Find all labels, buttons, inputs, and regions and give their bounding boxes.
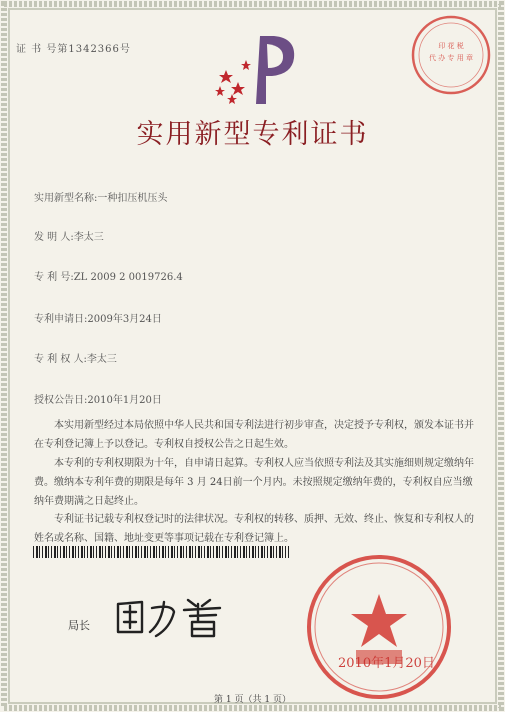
field-value: 李太三 xyxy=(73,232,104,243)
field-utility-model-name xyxy=(34,189,167,204)
paragraph-legal-status: 专利证书记载专利权登记时的法律状况。专利权的转移、质押、无效、终止、恢复和专利权人的姓名或名称、国籍、地址变更等事项记载在专利登记簿上。 xyxy=(34,514,474,544)
certificate-number: 证 书 号第1342366号 xyxy=(16,44,131,55)
barcode xyxy=(33,546,289,558)
director-signature xyxy=(112,592,232,642)
corner-seal-stamp xyxy=(408,12,494,98)
field-label: 发 明 人: xyxy=(34,232,74,243)
page-number: 第 1 页（共 1 页） xyxy=(214,695,291,705)
field-value: 一种扣压机压头 xyxy=(97,193,168,204)
field-inventor xyxy=(34,228,104,243)
field-label: 专 利 号: xyxy=(34,272,74,283)
director-label: 局长 xyxy=(68,619,90,632)
paragraph-grant-statement: 本实用新型经过本局依照中华人民共和国专利法进行初步审查，决定授予专利权，颁发本证书并在专利登记簿上予以登记。专利权自授权公告之日起生效。 xyxy=(34,420,474,450)
field-patent-number xyxy=(34,268,183,283)
field-value: 李太三 xyxy=(86,354,117,365)
svg-text:代 办 专 用 章: 代 办 专 用 章 xyxy=(429,54,473,62)
field-label: 授权公告日: xyxy=(34,395,88,406)
svg-text:印 花 税: 印 花 税 xyxy=(438,42,464,50)
field-label: 专 利 权 人: xyxy=(34,354,87,365)
field-value: 2010年1月20日 xyxy=(87,395,162,406)
official-seal xyxy=(304,552,454,702)
field-label: 专利申请日: xyxy=(34,314,88,325)
field-grant-date xyxy=(34,391,162,406)
seal-date: 2010年1月20日 xyxy=(338,656,435,671)
field-application-date xyxy=(34,310,162,325)
field-patentee xyxy=(34,350,117,365)
paragraph-term-and-fees: 本专利的专利权期限为十年，自申请日起算。专利权人应当依照专利法及其实施细则规定缴纳年费。缴纳本专利年费的期限是每年 3 月 24日前一个月内。未按照规定缴纳年费的，专利权自应当缴纳年费期满之日起终止。 xyxy=(34,458,474,507)
cnipa-logo xyxy=(212,30,302,110)
field-label: 实用新型名称: xyxy=(34,193,98,204)
field-value: 2009年3月24日 xyxy=(87,314,162,325)
certificate-title: 实用新型专利证书 xyxy=(136,119,369,150)
field-value: ZL 2009 2 0019726.4 xyxy=(73,272,183,283)
